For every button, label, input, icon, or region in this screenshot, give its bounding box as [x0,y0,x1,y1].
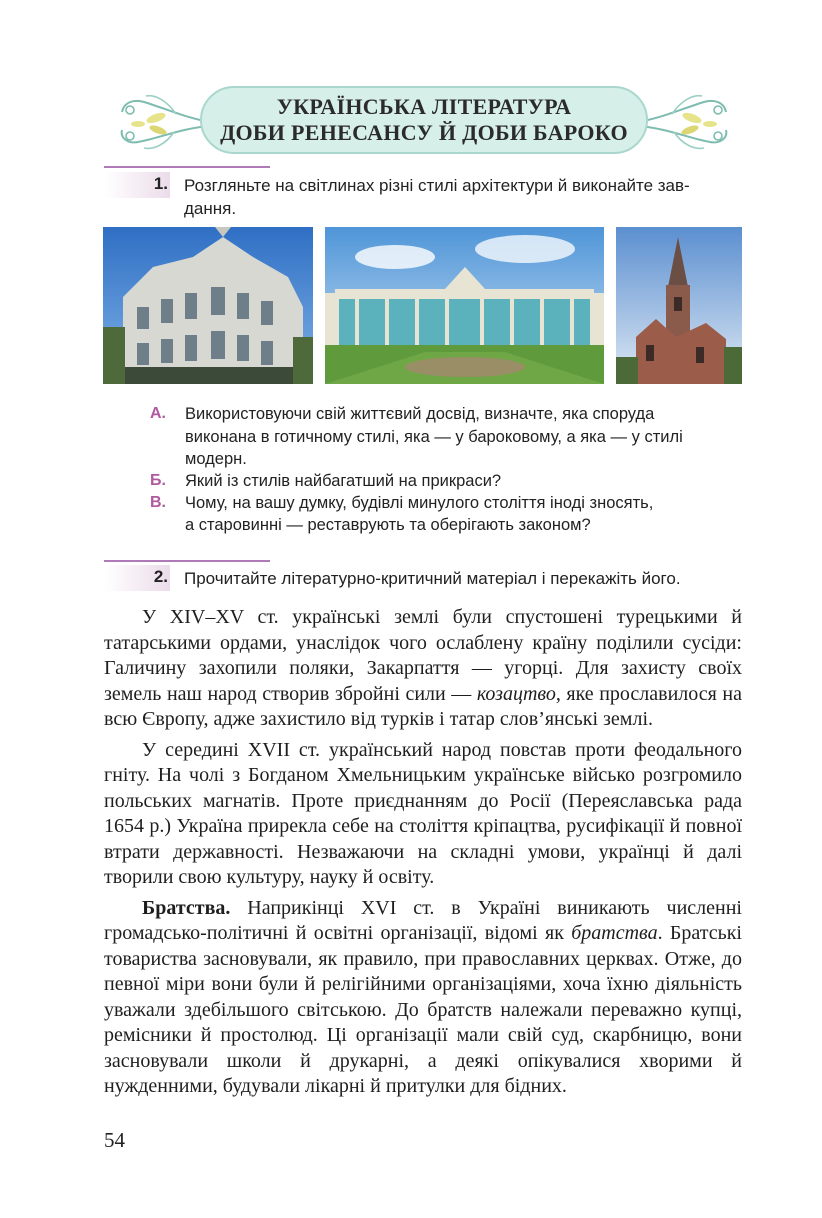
baroque-palace-photo [325,227,604,384]
question-b-letter: Б. [150,472,166,489]
chapter-title-line-2: ДОБИ РЕНЕСАНСУ Й ДОБИ БАРОКО [220,120,628,145]
right-flourish-ornament [636,88,732,154]
chapter-title-line-1: УКРАЇНСЬКА ЛІТЕРАТУРА [276,94,572,119]
section-heading-brotherhoods: Братства. [142,896,231,919]
question-a-line-1: Використовуючи свій життєвий досвід, визначте, яка споруда [185,405,655,423]
gothic-church-photo [616,227,742,384]
question-c-line-1: Чому, на вашу думку, будівлі минулого століття іноді зносять, [185,494,654,512]
task-2-number: 2. [153,567,168,586]
task-1-text-line-1: Розгляньте на світлинах різні стилі архітектури й виконайте зав- [184,176,690,195]
paragraph-3-part-a: Наприкінці XVI ст. в Україні виникають численні громадсько-політичні й освітні організації, відомі як [104,896,742,944]
article-body [104,605,742,1100]
task-1-text-line-2: дання. [184,199,237,218]
question-a-line-2: виконана в готичному стилі, яка — у бароковому, а яка — у стилі [185,428,683,446]
term-brotherhoods: братства [571,922,658,944]
paragraph-1 [104,605,742,733]
question-c-line-2: а старовинні — реставрують та оберігають законом? [185,516,591,534]
task-2-text: Прочитайте літературно-критичний матеріал і перекажіть його. [184,569,681,588]
left-flourish-ornament [116,88,212,154]
task-1-divider [104,166,270,168]
paragraph-1-part-b: , яке прославилося на всю Європу, адже захистило від турків і татар слов’янські землі. [104,682,742,730]
chapter-title-banner [200,86,648,154]
paragraph-3 [104,896,742,1100]
term-cossacks: козацтво [476,682,556,705]
task-2-divider [104,560,270,562]
paragraph-1-part-a: У XIV–XV ст. українські землі були спустошені турецькими й татарськими ордами, унаслідок чого ослаблену країну поділили сусіди: Галичину захопили поляки, Закарпаття — угорці. Для захисту своїх земель наш народ створив збройні сили — [104,606,742,705]
question-a-letter: А. [150,405,166,422]
question-c-letter: В. [150,494,166,511]
paragraph-2: У середині XVII ст. український народ повстав проти феодального гніту. На чолі з Богданом Хмельницьким українське військо розгромило польських магнатів. Проте приєднанням до Росії (Переяславська рада 1654 р.) Україна прирекла себе на століття кріпацтва, русифікації й повної втрати державності. Незважаючи на складні умови, українці й далі творили свою культуру, науку й освіту. [104,738,742,888]
question-a-line-3: модерн. [185,450,247,468]
page-number: 54 [104,1128,125,1152]
paragraph-3-part-b: . Братські товариства засновували, як правило, при православних церквах. Отже, до певної міри вони були й релігійними організаціями, хоча їхню діяльність уважали здебільшого світською. До братств належали переважно купці, ремісники й простолюд. Ці організації мали свій суд, скарбницю, вони засновували школи й друкарні, а деякі опікувалися хворими й нужденними, будували лікарні й притулки для бідних. [104,922,742,1097]
question-b-line-1: Який із стилів найбагатший на прикраси? [185,472,502,490]
task-1-number: 1. [153,174,168,193]
art-nouveau-building-photo [103,227,313,384]
